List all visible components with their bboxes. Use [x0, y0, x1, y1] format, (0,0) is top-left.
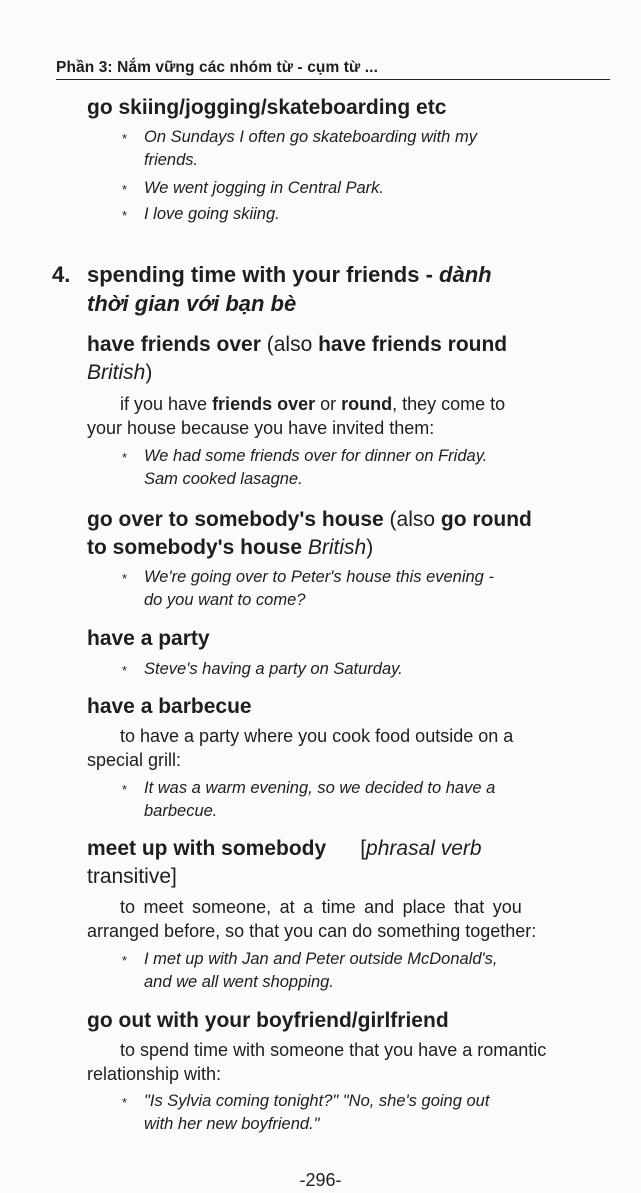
term-note: (also — [260, 333, 319, 356]
example — [122, 777, 495, 823]
region-label: British — [87, 361, 146, 384]
section-number: 4. — [52, 262, 71, 287]
term-note: [ — [360, 837, 367, 860]
def-line: your house because you have invited them: — [87, 418, 435, 438]
term-text: meet up with somebody — [87, 837, 327, 860]
entry-term — [87, 835, 617, 863]
bullet-icon: * — [122, 953, 128, 968]
section-heading — [0, 260, 641, 318]
def-line: to spend time with someone that you have a romantic — [120, 1040, 547, 1060]
example-line: On Sundays I often go skateboarding with my — [144, 128, 477, 146]
def-line: relationship with: — [87, 1064, 222, 1084]
section-title-en: spending time with your friends - — [87, 262, 440, 287]
entry-term-cont — [87, 534, 373, 562]
example-line: and we all went shopping. — [144, 973, 334, 991]
page-number: -296- — [299, 1170, 342, 1190]
def-line: to meet someone, at a time and place that you — [120, 897, 522, 917]
example — [122, 177, 384, 200]
entry-term: have a party — [87, 627, 210, 650]
def-line: arranged before, so that you can do something together: — [87, 921, 537, 941]
example — [122, 203, 280, 226]
term-note: ) — [145, 361, 153, 384]
definition — [87, 392, 612, 440]
def-text: , they come to — [392, 394, 506, 414]
example-line: I met up with Jan and Peter outside McDonald's, — [144, 950, 498, 968]
entry-term-cont: transitive] — [87, 865, 177, 888]
def-text: or — [315, 394, 342, 414]
example — [122, 566, 494, 612]
grammar-label: phrasal verb — [366, 837, 482, 860]
entry-term — [87, 331, 507, 359]
example-line: We had some friends over for dinner on Friday. — [144, 447, 488, 465]
example-line: We're going over to Peter's house this evening - — [144, 568, 494, 586]
term-text: have friends over — [87, 333, 261, 356]
example-line: with her new boyfriend." — [144, 1115, 320, 1133]
def-line: to have a party where you cook food outside on a — [120, 726, 514, 746]
bullet-icon: * — [122, 1095, 128, 1110]
example — [122, 1090, 489, 1136]
bullet-icon: * — [122, 208, 128, 223]
example-line: Steve's having a party on Saturday. — [144, 660, 403, 678]
definition — [87, 724, 612, 772]
example-line: "Is Sylvia coming tonight?" "No, she's going out — [144, 1092, 490, 1110]
bullet-icon: * — [122, 571, 128, 586]
definition — [87, 1038, 615, 1086]
region-label: British — [307, 536, 367, 559]
entry-term: have a barbecue — [87, 695, 252, 718]
term-alt: have friends round — [318, 333, 508, 356]
bullet-icon: * — [122, 663, 128, 678]
example-line: friends. — [144, 151, 199, 169]
example-line: It was a warm evening, so we decided to have a — [144, 779, 496, 797]
term-alt: to somebody's house — [87, 536, 303, 559]
entry-term: go skiing/jogging/skateboarding etc — [87, 96, 447, 119]
bullet-icon: * — [122, 131, 128, 146]
bullet-icon: * — [122, 182, 128, 197]
section-title-vi: thời gian với bạn bè — [87, 291, 297, 316]
bullet-icon: * — [122, 450, 128, 465]
example-line: Sam cooked lasagne. — [144, 470, 303, 488]
entry-term-region — [87, 359, 152, 387]
example-line: barbecue. — [144, 802, 218, 820]
def-bold: round — [341, 394, 393, 414]
term-alt: go round — [440, 508, 532, 531]
entry-term — [87, 506, 532, 534]
example-line: I love going skiing. — [144, 205, 280, 223]
running-header: Phần 3: Nắm vững các nhóm từ - cụm từ ... — [56, 59, 610, 80]
example-line: do you want to come? — [144, 591, 306, 609]
term-note: (also — [383, 508, 441, 531]
example — [122, 948, 498, 994]
def-text: if you have — [120, 394, 213, 414]
entry-term: go out with your boyfriend/girlfriend — [87, 1009, 449, 1032]
term-text: go over to somebody's house — [87, 508, 384, 531]
def-bold: friends over — [212, 394, 316, 414]
section-title-vi: dành — [439, 262, 492, 287]
term-note: ) — [366, 536, 374, 559]
example — [122, 445, 487, 491]
bullet-icon: * — [122, 782, 128, 797]
example-line: We went jogging in Central Park. — [144, 179, 384, 197]
example — [122, 126, 477, 172]
def-line: special grill: — [87, 750, 182, 770]
definition — [87, 895, 615, 943]
example — [122, 658, 403, 681]
